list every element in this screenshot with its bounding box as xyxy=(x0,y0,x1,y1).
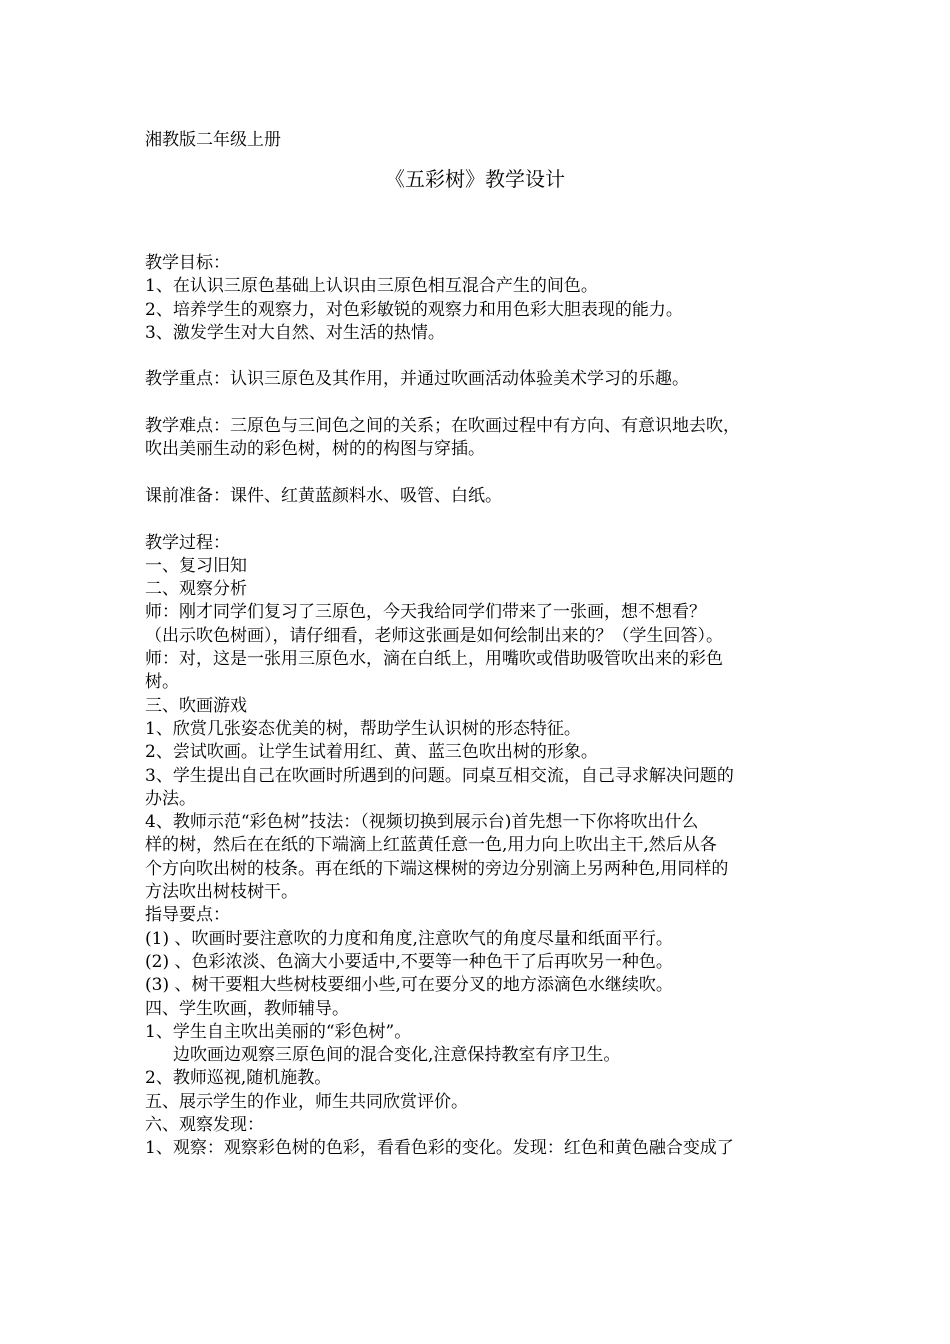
text-line: 办法。 xyxy=(145,788,196,809)
blank-line xyxy=(145,462,815,485)
document-body xyxy=(145,252,815,1161)
text-line: 个方向吹出树的枝条。再在纸的下端这棵树的旁边分别滴上另两种色,用同样的 xyxy=(145,858,729,879)
text-line: 师：对，这是一张用三原色水，滴在白纸上，用嘴吹或借助吸管吹出来的彩色 xyxy=(145,649,723,670)
text-line: 六、观察发现： xyxy=(145,1114,264,1135)
blank-line xyxy=(145,392,815,415)
text-line: 1、观察：观察彩色树的色彩，看看色彩的变化。发现：红色和黄色融合变成了 xyxy=(145,1138,734,1159)
text-line: 3、学生提出自己在吹画时所遇到的问题。同桌互相交流，自己寻求解决问题的 xyxy=(145,765,734,786)
text-line: 3、激发学生对大自然、对生活的热情。 xyxy=(145,322,445,343)
text-line: 边吹画边观察三原色间的混合变化,注意保持教室有序卫生。 xyxy=(173,1045,621,1066)
text-line: 1、在认识三原色基础上认识由三原色相互混合产生的间色。 xyxy=(145,276,598,297)
text-line: 二、观察分析 xyxy=(145,579,247,600)
text-line: 方法吹出树枝树干。 xyxy=(145,882,298,903)
text-line: 教学重点：认识三原色及其作用，并通过吹画活动体验美术学习的乐趣。 xyxy=(145,369,689,390)
text-line: 树。 xyxy=(145,672,179,693)
document-title: 《五彩树》教学设计 xyxy=(385,167,565,191)
text-line: 课前准备：课件、红黄蓝颜料水、吸管、白纸。 xyxy=(145,485,502,506)
text-line: 四、学生吹画，教师辅导。 xyxy=(145,998,349,1019)
text-line: 指导要点： xyxy=(145,905,230,926)
text-line: 2、培养学生的观察力，对色彩敏锐的观察力和用色彩大胆表现的能力。 xyxy=(145,299,683,320)
text-line: 师：刚才同学们复习了三原色，今天我给同学们带来了一张画，想不想看？ xyxy=(145,602,706,623)
blank-line xyxy=(145,345,815,368)
text-line: (2) 、色彩浓淡、色滴大小要适中,不要等一种色干了后再吹另一种色。 xyxy=(145,951,673,972)
text-line: 2、教师巡视,随机施教。 xyxy=(145,1068,332,1089)
text-line: 1、欣赏几张姿态优美的树，帮助学生认识树的形态特征。 xyxy=(145,718,581,739)
text-line: 2、尝试吹画。让学生试着用红、黄、蓝三色吹出树的形象。 xyxy=(145,742,598,763)
text-line: 4、教师示范“彩色树”技法：（视频切换到展示台)首先想一下你将吹出什么 xyxy=(145,812,699,833)
text-line: 一、复习旧知 xyxy=(145,555,247,576)
blank-line xyxy=(145,508,815,531)
text-line: 1、学生自主吹出美丽的“彩色树”。 xyxy=(145,1021,412,1042)
text-line: 教学过程： xyxy=(145,532,230,553)
text-line: (1) 、吹画时要注意吹的力度和角度,注意吹气的角度尽量和纸面平行。 xyxy=(145,928,673,949)
text-line: (3) 、树干要粗大些树枝要细小些,可在要分叉的地方添滴色水继续吹。 xyxy=(145,975,673,996)
document-header: 湘教版二年级上册 xyxy=(145,130,281,150)
text-line: 五、展示学生的作业，师生共同欣赏评价。 xyxy=(145,1091,468,1112)
text-line: 样的树，然后在在纸的下端滴上红蓝黄任意一色,用力向上吹出主干,然后从各 xyxy=(145,835,717,856)
text-line: 吹出美丽生动的彩色树，树的的构图与穿插。 xyxy=(145,439,485,460)
text-line: 三、吹画游戏 xyxy=(145,695,247,716)
text-line: （出示吹色树画），请仔细看，老师这张画是如何绘制出来的？（学生回答）。 xyxy=(145,625,723,646)
text-line: 教学目标： xyxy=(145,253,230,273)
text-line: 教学难点：三原色与三间色之间的关系；在吹画过程中有方向、有意识地去吹， xyxy=(145,416,740,437)
